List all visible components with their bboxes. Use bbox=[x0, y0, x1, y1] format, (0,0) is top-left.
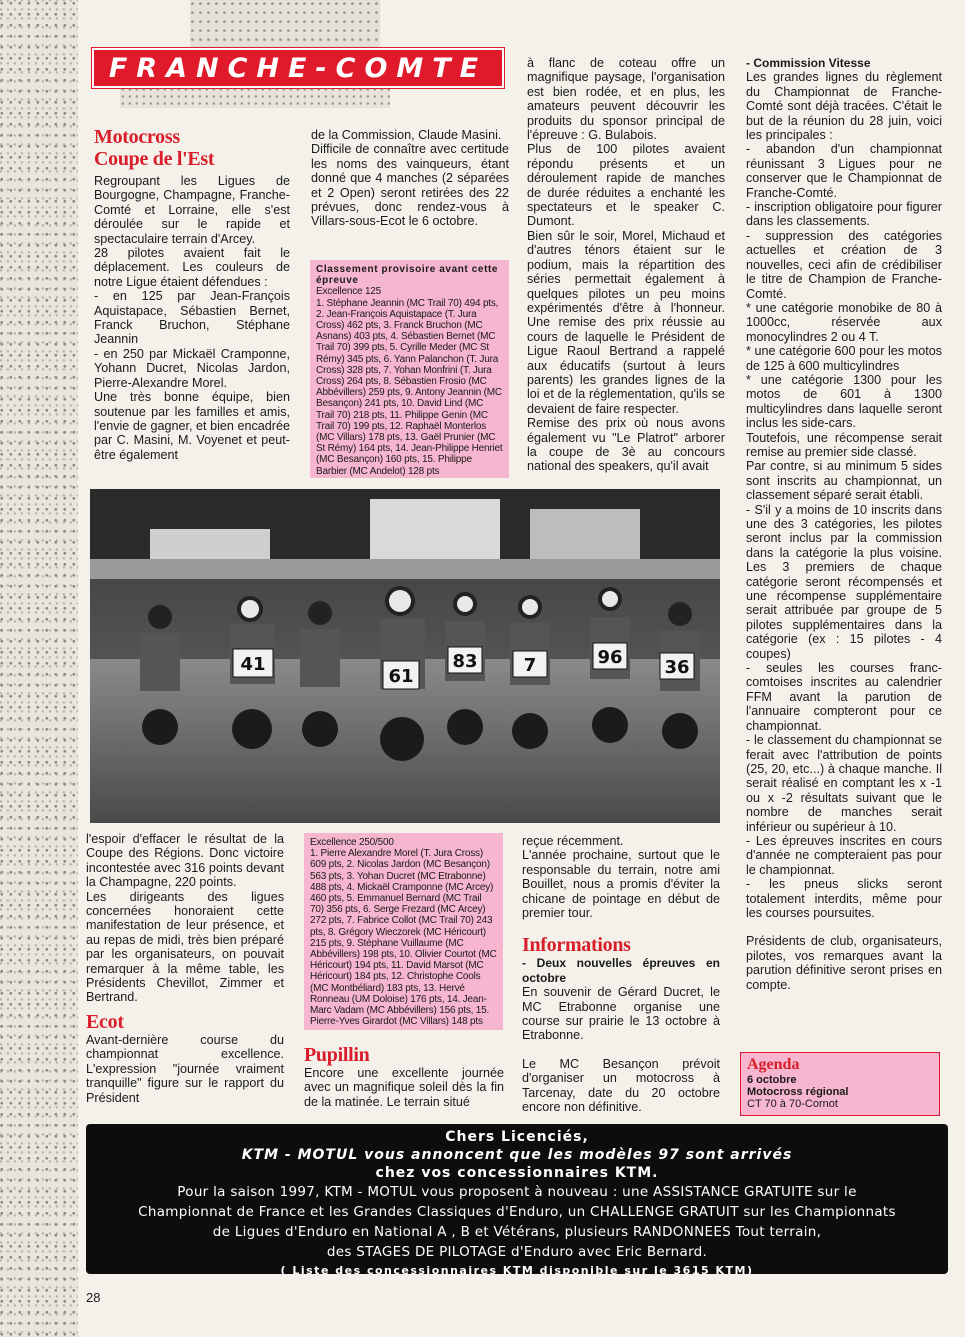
agenda-place: CT 70 à 70-Cornot bbox=[747, 1098, 838, 1110]
article-column bbox=[94, 126, 290, 462]
motocross-photo bbox=[90, 489, 720, 823]
paragraph: l'espoir d'effacer le résultat de la Coupe des Régions. Donc victoire incontestée avec 316 points devant la Champagne, 220 points. bbox=[86, 832, 284, 890]
paragraph: - les pneus slicks seront totalement interdits, même pour les courses poursuites. bbox=[746, 877, 942, 920]
decorative-pattern bbox=[190, 0, 380, 48]
agenda-box bbox=[740, 1052, 940, 1116]
paragraph: * une catégorie 1300 pour les motos de 601 à 1300 multicylindres dans laquelle seront inclus les side-cars. bbox=[746, 372, 942, 431]
section-subtitle: - Commission Vitesse bbox=[746, 56, 871, 70]
paragraph: Difficile de connaître avec certitude les noms des vainqueurs, étant donné que 4 manches (2 séparées et 2 Open) seront retirées des 22 prévues, donc rendez-vous à Villars-sous-Ecot le 6 octobre. bbox=[311, 142, 509, 229]
ranking-box bbox=[310, 260, 509, 478]
bike-number: 96 bbox=[597, 647, 623, 668]
paragraph: - Les épreuves inscrites en cours d'année ne compteraient pas pour le championnat. bbox=[746, 833, 942, 877]
section-title: Ecot bbox=[86, 1010, 124, 1033]
paragraph: - abandon d'un championnat réunissant 3 Ligues pour ne conserver que le Championnat de Franche-Comté. bbox=[746, 142, 942, 200]
paragraph: Les grandes lignes du règlement du Championnat de Franche-Comté sont déjà tracées. C'était le but de la réunion du 28 juin, voici les principales : bbox=[746, 70, 942, 143]
paragraph: - en 250 par Mickaël Cramponne, Yohann Ducret, Nicolas Jardon, Pierre-Alexandre Morel. bbox=[94, 346, 290, 390]
ranking-title: Classement provisoire avant cette épreuve bbox=[316, 264, 499, 287]
paragraph: * une catégorie monobike de 80 à 1000cc, réservée aux monocylindres 2 ou 4 T. bbox=[746, 300, 942, 344]
paragraph: Plus de 100 pilotes avaient répondu présents et un déroulement rapide de manches de durée réduites a enchanté les spectateurs et le speaker C. Dumont. bbox=[527, 142, 725, 229]
paragraph: Encore une excellente journée avec un magnifique soleil dès la fin de la matinée. Le terrain situé bbox=[304, 1066, 504, 1109]
paragraph: Bien sûr le soir, Morel, Michaud et d'autres ténors étaient sur le podium, mais la répartition des séries permettait également à quelques pilotes un peu moins expérimentés d'être à l'honneur. Une remise des prix réussie au cours de laquelle le Président de Ligue Raoul Bertrand a rappelé aux éducatifs (surtout à leurs parents) les grandes lignes de la loi et de la réglementation, qu'ils se devaient de faire respecter. bbox=[527, 228, 725, 416]
article-column bbox=[304, 1044, 504, 1109]
paragraph: Présidents de club, organisateurs, pilotes, vos remarques avant la parution définitive seront prises en compte. bbox=[746, 934, 942, 992]
paragraph: - inscription obligatoire pour figurer dans les classements. bbox=[746, 200, 942, 229]
ad-line: KTM - MOTUL vous annoncent que les modèles 97 sont arrivés bbox=[241, 1147, 793, 1163]
section-title: Pupillin bbox=[304, 1044, 370, 1066]
paragraph bbox=[522, 1043, 720, 1057]
ad-line: de Ligues d'Enduro en National A , B et Vétérans, plusieurs RANDONNEES Tout terrain, bbox=[212, 1224, 822, 1240]
article-title: Coupe de l'Est bbox=[94, 148, 215, 170]
article-column bbox=[522, 834, 720, 1115]
bike-number: 36 bbox=[664, 657, 690, 678]
section-banner: FRANCHE-COMTE bbox=[92, 48, 504, 88]
paragraph: de la Commission, Claude Masini. bbox=[311, 128, 502, 142]
ad-line: Championnat de France et les Grandes Classiques d'Enduro, un CHALLENGE GRATUIT sur les Championnats bbox=[138, 1204, 896, 1220]
agenda-date: 6 octobre bbox=[747, 1074, 797, 1086]
article-title: Motocross bbox=[94, 126, 180, 148]
paragraph: Avant-dernière course du championnat excellence. L'expression "journée vraiment tranquille" figure sur le rapport du Président bbox=[86, 1032, 284, 1105]
paragraph: Remise des prix où nous avons également vu "Le Platrot" arborer la coupe de 3è au concours national des speakers, qu'il avait bbox=[527, 416, 725, 474]
page-number: 28 bbox=[86, 1290, 101, 1305]
ad-line: Pour la saison 1997, KTM - MOTUL vous proposent à nouveau : une ASSISTANCE GRATUITE sur le bbox=[177, 1184, 857, 1200]
ranking-category: Excellence 250/500 bbox=[310, 837, 394, 848]
section-subtitle: - Deux nouvelles épreuves en octobre bbox=[522, 956, 720, 985]
ad-line: Chers Licenciés, bbox=[445, 1129, 589, 1145]
photo-illustration bbox=[90, 489, 720, 823]
paragraph: En souvenir de Gérard Ducret, le MC Etrabonne organise une course sur prairie le 13 octobre à Etrabonne. bbox=[522, 985, 720, 1043]
paragraph: reçue récemment. bbox=[522, 834, 624, 848]
paragraph: Par contre, si au minimum 5 sides sont inscrits au championnat, un classement séparé serait établi. bbox=[746, 459, 942, 503]
ktm-advertisement bbox=[86, 1124, 948, 1277]
paragraph: - le classement du championnat se ferait avec l'attribution de points (25, 20, etc...) à chaque manche. Il serait réalisé en comptant les x -1 ou x -2 résultats suivant que le nombre de manches serait inférieur ou supérieur à 10. bbox=[746, 733, 942, 834]
paragraph: * une catégorie 600 pour les motos de 125 à 600 multicylindres bbox=[746, 344, 942, 373]
paragraph: Une très bonne équipe, bien soutenue par les familles et amis, l'envie de gagner, et bien encadrée par C. Masini, M. Voyenet et peut-être également bbox=[94, 390, 290, 462]
decorative-pattern bbox=[120, 86, 390, 108]
paragraph: à flanc de coteau offre un magnifique paysage, l'organisation est bien rodée, et en plus, les amateurs peuvent découvrir les produits du sponsor principal de l'épreuve : G. Bulabois. bbox=[527, 56, 725, 143]
section-title: Informations bbox=[522, 934, 631, 957]
paragraph: - S'il y a moins de 10 inscrits dans une des 3 catégories, les pilotes seront inclus par la commission dans la catégorie la plus voisine. Les 3 premiers de chaque catégorie seront récompensés et une récompense supplémentaire serait attribuée par groupe de 5 pilotes supplémentaires dans la catégorie (ex : 15 pilotes - 4 coupes) bbox=[746, 502, 942, 661]
article-column bbox=[527, 56, 725, 474]
paragraph: - en 125 par Jean-François Aquistapace, Sébastien Bernet, Franck Bruchon, Stéphane Jeannin bbox=[94, 289, 290, 347]
article-column bbox=[86, 832, 284, 1105]
paragraph bbox=[746, 920, 942, 934]
ad-line: chez vos concessionnaires KTM. bbox=[375, 1165, 659, 1181]
article-column bbox=[311, 128, 509, 229]
bike-number: 83 bbox=[452, 651, 478, 672]
paragraph: - suppression des catégories actuelles et création de 3 nouvelles, ceci afin de crédibiliser le titre de Champion de Franche-Comté. bbox=[746, 228, 942, 301]
ad-line: ( Liste des concessionnaires KTM disponible sur le 3615 KTM) bbox=[280, 1264, 754, 1277]
bike-number: 7 bbox=[523, 655, 537, 676]
paragraph: 28 pilotes avaient fait le déplacement. Les couleurs de notre Ligue étaient défendues : bbox=[94, 246, 290, 289]
ranking-list: 1. Pierre Alexandre Morel (T. Jura Cross) 609 pts, 2. Nicolas Jardon (MC Besançon) 563 pts, 3. Yohan Ducret (MC Etrabonne) 488 pts, 4. Mickaël Cramponne (MC Arcey) 460 pts, 5. Emmanuel Bernard (MC Trail 70) 356 pts, 6. Serge Frezard (MC Arcey) 272 pts, 7. Fabrice Collot (MC Trail 70) 243 pts, 8. Grégory Wieczorek (MC Héricourt) 215 pts, 9. Stéphane Vuillaume (MC Abbévillers) 198 pts, 10. Olivier Courtot (MC Héricourt) 194 pts, 11. David Marsot (MC Héricourt) 184 pts, 12. Christophe Cools (MC Montbéliard) 183 pts, 13. Hervé Ronneau (UM Doloise) 176 pts, 14. Jean-Marc Vadam (MC Abbévillers) 156 pts, 15. Pierre-Yves Girardot (MC Villars) 148 pts bbox=[310, 848, 497, 1028]
paragraph: L'année prochaine, surtout que le responsable du terrain, notre ami Bouillet, nous a promis d'éviter la chicane de pointage en début de premier tour. bbox=[522, 848, 720, 921]
decorative-border bbox=[0, 0, 78, 1337]
ranking-box bbox=[304, 833, 503, 1030]
bike-number: 41 bbox=[240, 654, 266, 675]
paragraph: Regroupant les Ligues de Bourgogne, Champagne, Franche-Comté et Lorraine, elle s'est déroulée sur le rapide et spectaculaire terrain d'Arcey. bbox=[94, 174, 290, 246]
bike-number: 61 bbox=[388, 666, 414, 687]
agenda-title: Agenda bbox=[747, 1056, 800, 1073]
agenda-event: Motocross régional bbox=[747, 1086, 849, 1098]
article-column bbox=[746, 56, 942, 992]
paragraph: Toutefois, une récompense serait remise au premier side classé. bbox=[746, 430, 942, 459]
ranking-list: 1. Stéphane Jeannin (MC Trail 70) 494 pts, 2. Jean-François Aquistapace (T. Jura Cross) 462 pts, 3. Franck Bruchon (MC Asnans) 403 pts, 4. Sébastien Bernet (MC Trail 70) 399 pts, 5. Cyrille Meder (MC St Rémy) 345 pts, 6. Yann Palanchon (T. Jura Cross) 328 pts, 7. Yohan Monfrini (T. Jura Cross) 264 pts, 8. Sébastien Frosio (MC Abbévillers) 259 pts, 9. Antony Jeannin (MC Besançon) 241 pts, 10. David Lind (MC Trail 70) 218 pts, 11. Philippe Genin (MC Trail 70) 199 pts, 12. Raphaël Monterlos (MC Villars) 178 pts, 13. Gaël Prunier (MC St Rémy) 164 pts, 14. Jean-Philippe Henriet (MC Besançon) 160 pts, 15. Philippe Barbier (MC Andelot) 128 pts bbox=[316, 297, 503, 477]
ranking-category: Excellence 125 bbox=[316, 286, 382, 298]
paragraph: - seules les courses franc-comtoises inscrites au calendrier FFM avant la parution de l'annuaire compteront pour ce championnat. bbox=[746, 661, 942, 733]
paragraph: Les dirigeants des ligues concernées honoraient cette manifestation de leur présence, et au repas de midi, très bien préparé par les organisateurs, on pouvait remarquer à la même table, les Présidents Chevillot, Zimmer et Bertrand. bbox=[86, 889, 284, 1005]
ad-line: des STAGES DE PILOTAGE d'Enduro avec Eric Bernard. bbox=[326, 1244, 708, 1260]
paragraph: Le MC Besançon prévoit d'organiser un motocross à Tarcenay, date du 20 octobre encore non définitive. bbox=[522, 1056, 720, 1115]
